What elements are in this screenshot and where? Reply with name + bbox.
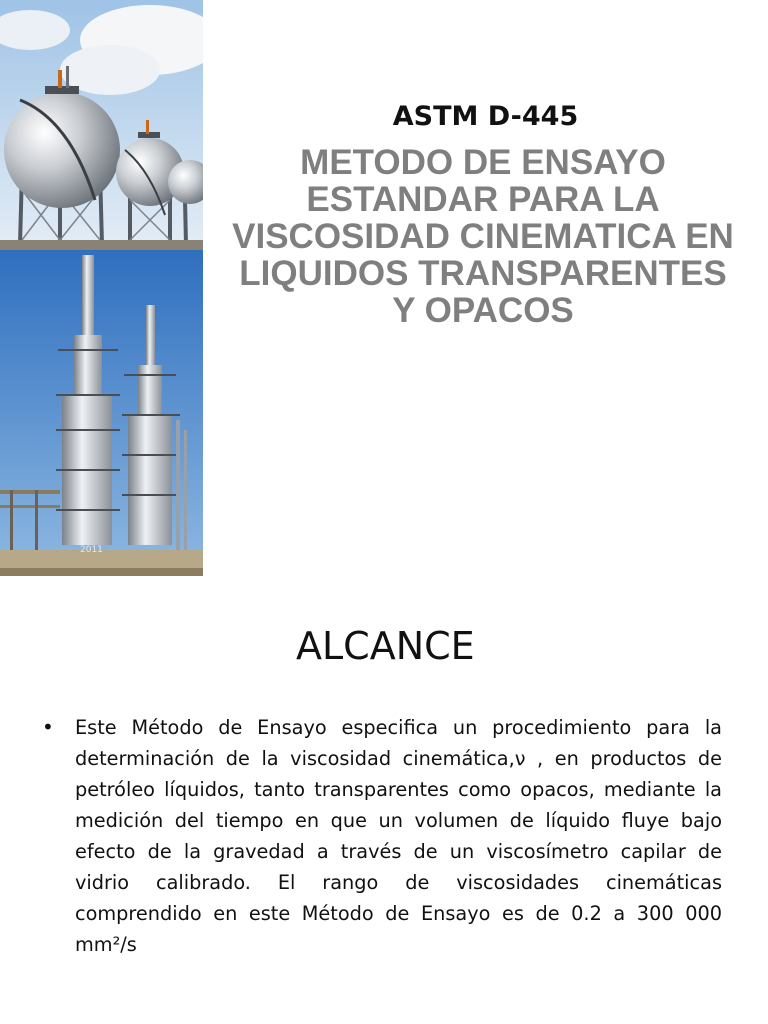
scope-slide [0, 576, 768, 1024]
list-item [42, 712, 722, 960]
bullet-list [42, 712, 722, 960]
bullet-marker: • [42, 715, 54, 739]
bullet-text: Este Método de Ensayo especifica un procedimiento para la determinación de la viscosidad cinemática,ν , en productos de petróleo líquidos, tanto transparentes como opacos, mediante la medición del tiempo en que un volumen de líquido fluye bajo efecto de la gravedad a través de un viscosímetro capilar de vidrio calibrado. El rango de viscosidades cinemáticas comprendido en este Método de Ensayo es de 0.2 a 300 000 mm²/s [75, 716, 722, 956]
spherical-tanks-photo [0, 0, 203, 250]
distillation-towers-photo [0, 250, 203, 576]
standard-code-title: ASTM D-445 [392, 101, 579, 132]
standard-subtitle: METODO DE ENSAYO ESTANDAR PARA LA VISCOSIDAD CINEMATICA EN LIQUIDOS TRANSPARENTES Y OPACOS [232, 143, 734, 330]
section-heading: ALCANCE [296, 624, 475, 668]
photo-caption: 2011 [80, 545, 103, 555]
